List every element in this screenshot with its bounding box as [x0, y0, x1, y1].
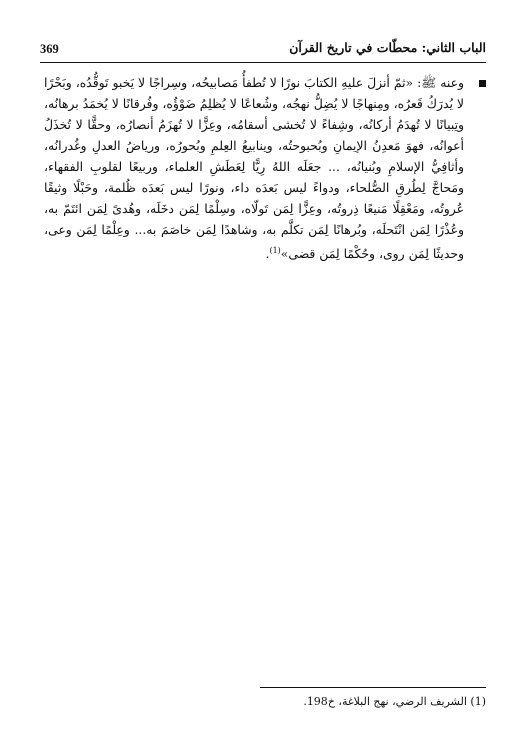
footnote-rule	[260, 687, 486, 688]
hadith-paragraph: وعنه ﷺ: «ثمّ أنزلَ عليهِ الكتابَ نورًا لا تُطفأُ مَصابيحُه، وسِراجًا لا يَخبو تَوقُّدُه، وبَحْرًا لا يُدرَكُ قَعرُه، ومِنهاجًا لا يُضِلُّ نهجُه، وشُعاعًا لا يُظلِمُ ضَوْؤُه، وفُرقانًا لا يُخمَدُ برهانُه، وتِبيانًا لا تُهدَمُ أركانُه، وشِفاءً لا تُخشى أسقامُه، وعِزًّا لا تُهزَمُ أنصارُه، وحقًّا لا تُخذَلُ أعوانُه، فهوَ مَعدِنُ الإيمانِ وبُحبوحتُه، وينابيعُ العِلمِ وبُحورُه، ورياضُ العدلِ وغُدرانُه، وأثافِيُّ الإسلامِ وبُنيانُه، ... جعَلَه اللهُ رِيًّا لِعَطَشِ العلماء، وربيعًا لقلوبِ الفقهاء، ومَحاجَّ لِطُرقِ الصُّلحاء، ودواءً ليس بَعدَه داء، ونورًا ليس بَعدَه ظُلمة، وحَبْلًا وثيقًا عُروتُه، ومَعْقِلًا مَنيعًا ذِروتُه، وعِزًّا لِمَن تَولّاه، وسِلْمًا لِمَن دخَلَه، وهُدىً لِمَن ائتَمّ به، وعُذْرًا لِمَن انْتَحلَه، وبُرهانًا لِمَن تكلَّم به، وشاهدًا لِمَن خاصَمَ به... وعِلْمًا لِمَن وعى، وحديثًا لِمَن روى، وحُكْمًا لِمَن قضى»$^{(1)}$.	[44, 75, 464, 262]
footnote-reference[interactable]: (1)	[269, 246, 281, 255]
footnote-marker: (1)	[470, 695, 486, 708]
square-bullet-icon	[479, 80, 486, 87]
running-title: الباب الثاني: محطّات في تاريخ القرآن	[289, 40, 486, 55]
footnote-text: الشريف الرضي، نهج البلاغة، خ198.	[303, 695, 467, 708]
page-header	[40, 38, 486, 62]
header-rule	[40, 62, 486, 63]
footnote	[46, 695, 486, 708]
paragraph-text: وعنه ﷺ: «ثمّ أنزلَ عليهِ الكتابَ نورًا لا تُطفأُ مَصابيحُه، وسِراجًا لا يَخبو تَوقُّدُه، وبَحْرًا لا يُدرَكُ قَعرُه، ومِنهاجًا لا يُضِلُّ نهجُه، وشُعاعًا لا يُظلِمُ ضَوْؤُه، وفُرقانًا لا يُخمَدُ برهانُه، وتِبيانًا لا تُهدَمُ أركانُه، وشِفاءً لا تُخشى أسقامُه، وعِزًّا لا تُهزَمُ أنصارُه، وحقًّا لا تُخذَلُ أعوانُه، فهوَ مَعدِنُ الإيمانِ وبُحبوحتُه، وينابيعُ العِلمِ وبُحورُه، ورياضُ العدلِ وغُدرانُه، وأثافِيُّ الإسلامِ وبُنيانُه، ... جعَلَه اللهُ رِيًّا لِعَطَشِ العلماء، وربيعًا لقلوبِ الفقهاء، ومَحاجَّ لِطُرقِ الصُّلحاء، ودواءً ليس بَعدَه داء، ونورًا ليس بَعدَه ظُلمة، وحَبْلًا وثيقًا عُروتُه، ومَعْقِلًا مَنيعًا ذِروتُه، وعِزًّا لِمَن تَولّاه، وسِلْمًا لِمَن دخَلَه، وهُدىً لِمَن ائتَمّ به، وعُذْرًا لِمَن انْتَحلَه، وبُرهانًا لِمَن تكلَّم به، وشاهدًا لِمَن خاصَمَ به... وعِلْمًا لِمَن وعى، وحديثًا لِمَن روى، وحُكْمًا لِمَن قضى»	[44, 75, 464, 262]
page-number: 369	[40, 42, 59, 56]
main-text-block	[40, 72, 486, 264]
